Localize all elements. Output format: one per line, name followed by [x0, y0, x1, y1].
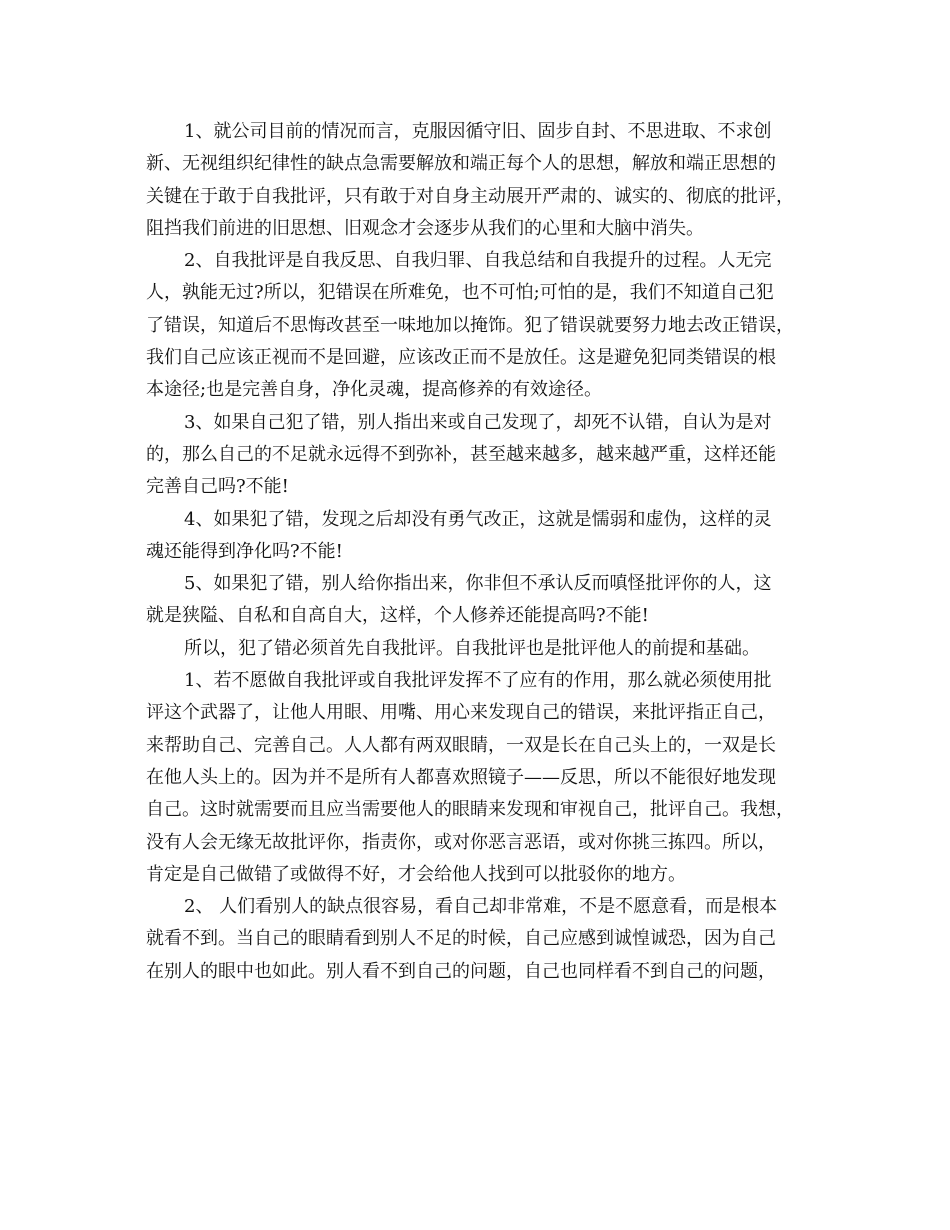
paragraph-2-line: 我们自己应该正视而不是回避，应该改正而不是放任。这是避免犯同类错误的根 [146, 347, 776, 369]
paragraph-2-line: 本途径;也是完善自身，净化灵魂，提高修养的有效途径。 [146, 379, 603, 401]
paragraph-4-line: 魂还能得到净化吗?不能! [146, 540, 343, 562]
paragraph-2-line: 人，孰能无过?所以，犯错误在所难免，也不可怕;可怕的是，我们不知道自己犯 [146, 282, 774, 304]
paragraph-8-line: 就看不到。当自己的眼睛看到别人不足的时候，自己应感到诚惶诚恐，因为自己 [146, 928, 776, 950]
paragraph-3-line: 完善自己吗?不能! [146, 476, 289, 498]
paragraph-2-line: 2、自我批评是自我反思、自我归罪、自我总结和自我提升的过程。人无完 [184, 250, 772, 272]
paragraph-7-line: 在他人头上的。因为并不是所有人都喜欢照镜子——反思，所以不能很好地发现 [146, 766, 776, 788]
paragraph-3-line: 3、如果自己犯了错，别人指出来或自己发现了，却死不认错，自认为是对 [184, 411, 772, 433]
paragraph-7-line: 评这个武器了，让他人用眼、用嘴、用心来发现自己的错误，来批评指正自己， [146, 702, 776, 724]
paragraph-2-line: 了错误，知道后不思悔改甚至一味地加以掩饰。犯了错误就要努力地去改正错误， [146, 314, 794, 336]
document-body [146, 116, 806, 988]
paragraph-6-line: 所以，犯了错必须首先自我批评。自我批评也是批评他人的前提和基础。 [184, 637, 760, 659]
paragraph-5-line: 5、如果犯了错，别人给你指出来，你非但不承认反而嗔怪批评你的人，这 [184, 573, 772, 595]
paragraph-1-line: 新、无视组织纪律性的缺点急需要解放和端正每个人的思想，解放和端正思想的 [146, 153, 776, 175]
paragraph-1-line: 阻挡我们前进的旧思想、旧观念才会逐步从我们的心里和大脑中消失。 [146, 217, 704, 239]
paragraph-8-line: 2、 人们看别人的缺点很容易，看自己却非常难，不是不愿意看，而是根本 [184, 896, 778, 918]
paragraph-7-line: 自己。这时就需要而且应当需要他人的眼睛来发现和审视自己，批评自己。我想， [146, 799, 794, 821]
paragraph-7-line: 来帮助自己、完善自己。人人都有两双眼睛，一双是长在自己头上的，一双是长 [146, 734, 776, 756]
paragraph-8-line: 在别人的眼中也如此。别人看不到自己的问题，自己也同样看不到自己的问题， [146, 960, 776, 982]
paragraph-4-line: 4、如果犯了错，发现之后却没有勇气改正，这就是懦弱和虚伪，这样的灵 [184, 508, 772, 530]
paragraph-1-line: 1、就公司目前的情况而言，克服因循守旧、固步自封、不思进取、不求创 [184, 121, 772, 142]
paragraph-1-line: 关键在于敢于自我批评，只有敢于对自身主动展开严肃的、诚实的、彻底的批评， [146, 185, 794, 207]
paragraph-7-line: 肯定是自己做错了或做得不好，才会给他人找到可以批驳你的地方。 [146, 863, 686, 885]
paragraph-5-line: 就是狭隘、自私和自高自大，这样，个人修养还能提高吗?不能! [146, 605, 649, 627]
paragraph-3-line: 的，那么自己的不足就永远得不到弥补，甚至越来越多，越来越严重，这样还能 [146, 443, 776, 465]
paragraph-7-line: 没有人会无缘无故批评你，指责你，或对你恶言恶语，或对你挑三拣四。所以， [146, 831, 776, 853]
paragraph-7-line: 1、若不愿做自我批评或自我批评发挥不了应有的作用，那么就必须使用批 [184, 670, 772, 692]
